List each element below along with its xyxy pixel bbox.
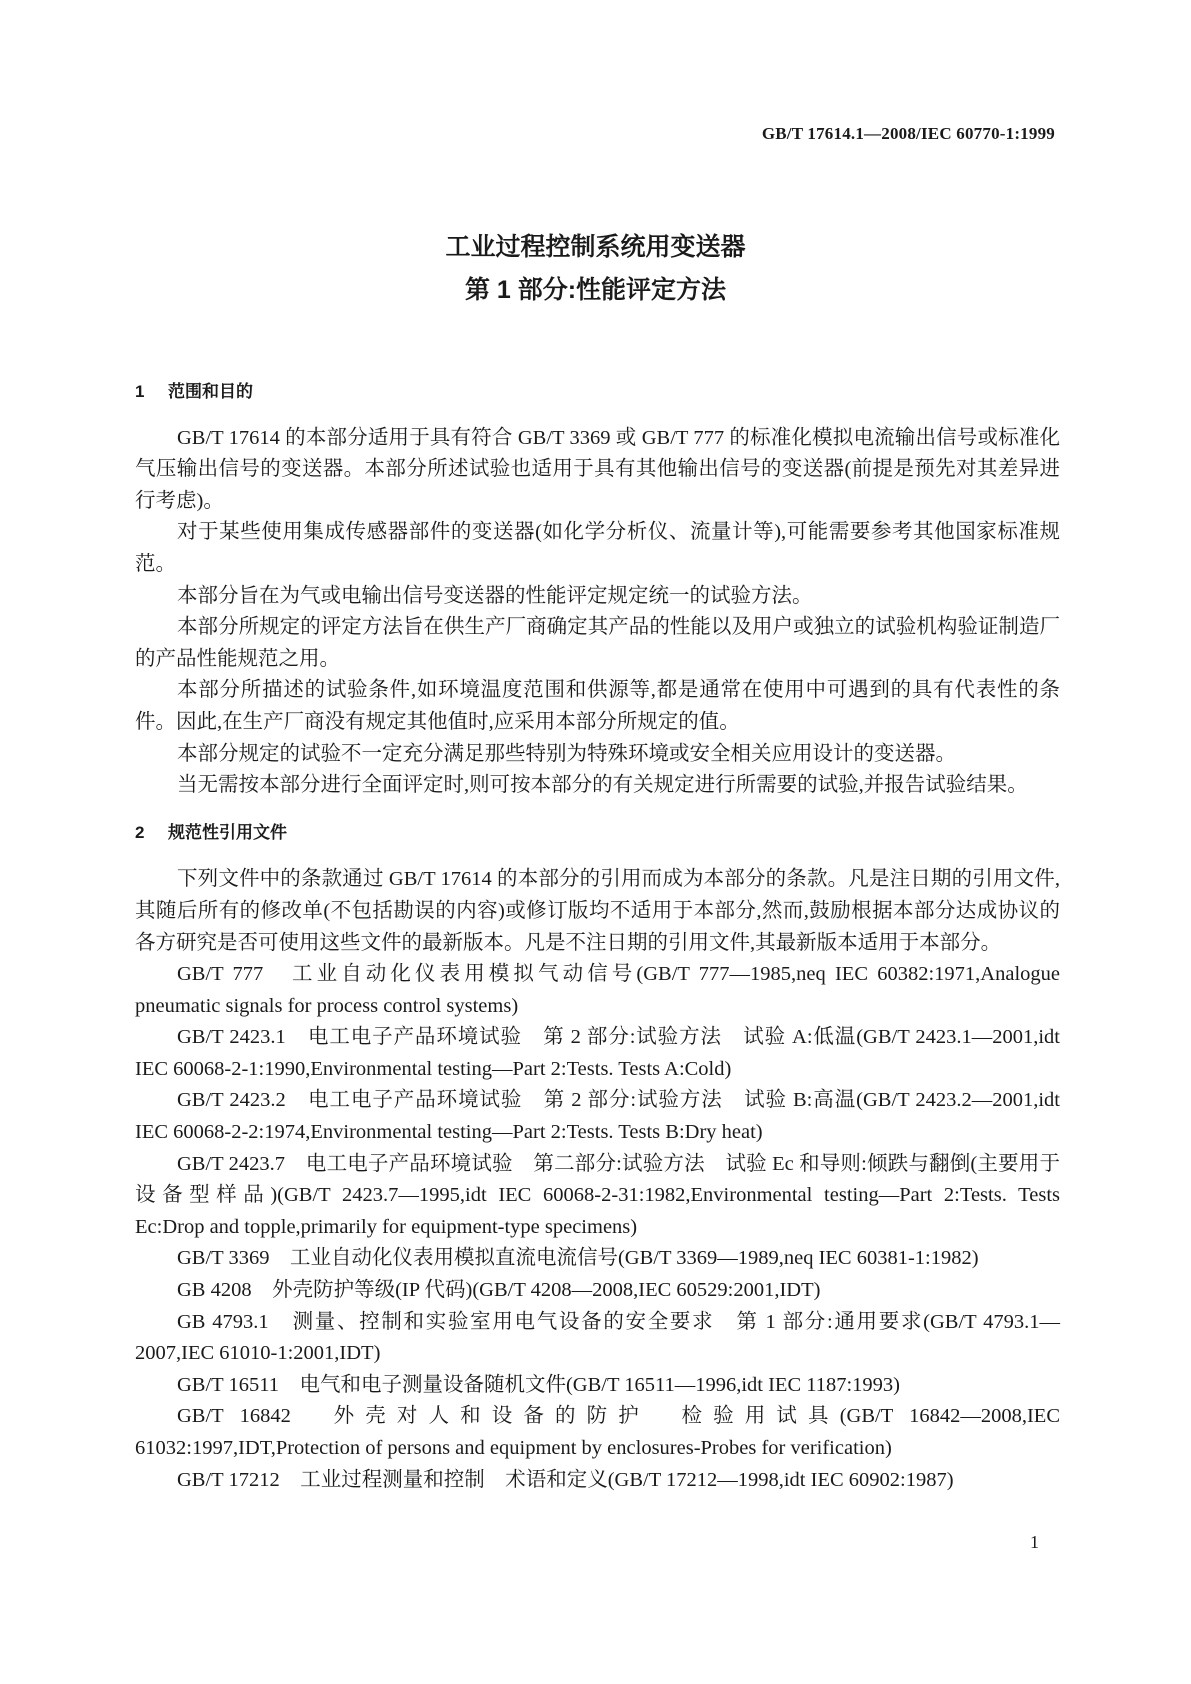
standard-code-header: GB/T 17614.1—2008/IEC 60770-1:1999 xyxy=(761,124,1055,143)
reference-entry: GB/T 16842 外壳对人和设备的防护 检验用试具(GB/T 16842—2008,IEC 61032:1997,IDT,Protection of persons and equipment by enclosures-Probes for verification) xyxy=(135,1405,1060,1459)
section-heading-normative-references xyxy=(135,817,1060,849)
reference-entry: GB/T 16511 电气和电子测量设备随机文件(GB/T 16511—1996,idt IEC 1187:1993) xyxy=(177,1373,901,1396)
paragraph: 本部分规定的试验不一定充分满足那些特别为特殊环境或安全相关应用设计的变送器。 xyxy=(177,742,956,765)
title-line-1: 工业过程控制系统用变送器 xyxy=(445,233,746,261)
section-title: 范围和目的 xyxy=(168,382,253,401)
paragraph: 本部分所描述的试验条件,如环境温度范围和供源等,都是通常在使用中可遇到的具有代表性的条件。因此,在生产厂商没有规定其他值时,应采用本部分所规定的值。 xyxy=(135,679,1060,733)
reference-entry: GB/T 777 工业自动化仪表用模拟气动信号(GB/T 777—1985,neq IEC 60382:1971,Analogue pneumatic signals for process control systems) xyxy=(135,963,1060,1017)
reference-entry: GB/T 3369 工业自动化仪表用模拟直流电流信号(GB/T 3369—1989,neq IEC 60381-1:1982) xyxy=(177,1247,979,1270)
reference-entry: GB 4208 外壳防护等级(IP 代码)(GB/T 4208—2008,IEC 60529:2001,IDT) xyxy=(177,1279,821,1302)
reference-entry: GB/T 2423.7 电工电子产品环境试验 第二部分:试验方法 试验 Ec 和导则:倾跌与翻倒(主要用于设备型样品)(GB/T 2423.7—1995,idt IEC 60068-2-31:1982,Environmental testing—Part 2:Tests. Tests Ec:Drop and topple,primarily for equipment-type specimens) xyxy=(135,1152,1060,1238)
paragraph: 本部分旨在为气或电输出信号变送器的性能评定规定统一的试验方法。 xyxy=(177,584,813,607)
paragraph: GB/T 17614 的本部分适用于具有符合 GB/T 3369 或 GB/T 777 的标准化模拟电流输出信号或标准化气压输出信号的变送器。本部分所述试验也适用于具有其他输出信号的变送器(前提是预先对其差异进行考虑)。 xyxy=(135,426,1060,512)
reference-entry: GB/T 2423.2 电工电子产品环境试验 第 2 部分:试验方法 试验 B:高温(GB/T 2423.2—2001,idt IEC 60068-2-2:1974,Environmental testing—Part 2:Tests. Tests B:Dry heat) xyxy=(135,1089,1060,1144)
reference-entry: GB 4793.1 测量、控制和实验室用电气设备的安全要求 第 1 部分:通用要求(GB/T 4793.1—2007,IEC 61010-1:2001,IDT) xyxy=(135,1310,1060,1365)
section-number: 1 xyxy=(135,382,145,401)
section-number: 2 xyxy=(135,822,145,842)
section-heading-scope xyxy=(135,376,1060,408)
paragraph: 对于某些使用集成传感器部件的变送器(如化学分析仪、流量计等),可能需要参考其他国家标准规范。 xyxy=(135,521,1060,575)
section-title: 规范性引用文件 xyxy=(168,822,287,842)
reference-entry: GB/T 17212 工业过程测量和控制 术语和定义(GB/T 17212—1998,idt IEC 60902:1987) xyxy=(177,1468,954,1491)
document-title xyxy=(0,226,1191,312)
title-line-2: 第 1 部分:性能评定方法 xyxy=(464,276,727,304)
paragraph: 下列文件中的条款通过 GB/T 17614 的本部分的引用而成为本部分的条款。凡是注日期的引用文件,其随后所有的修改单(不包括勘误的内容)或修订版均不适用于本部分,然而,鼓励根据本部分达成协议的各方研究是否可使用这些文件的最新版本。凡是不注日期的引用文件,其最新版本适用于本部分。 xyxy=(135,868,1060,954)
paragraph: 本部分所规定的评定方法旨在供生产厂商确定其产品的性能以及用户或独立的试验机构验证制造厂的产品性能规范之用。 xyxy=(135,616,1060,670)
page-number: 1 xyxy=(1030,1532,1039,1552)
document-body xyxy=(135,376,1060,1496)
reference-entry: GB/T 2423.1 电工电子产品环境试验 第 2 部分:试验方法 试验 A:低温(GB/T 2423.1—2001,idt IEC 60068-2-1:1990,Environmental testing—Part 2:Tests. Tests A:Cold) xyxy=(135,1026,1060,1080)
paragraph: 当无需按本部分进行全面评定时,则可按本部分的有关规定进行所需要的试验,并报告试验结果。 xyxy=(177,774,1028,797)
